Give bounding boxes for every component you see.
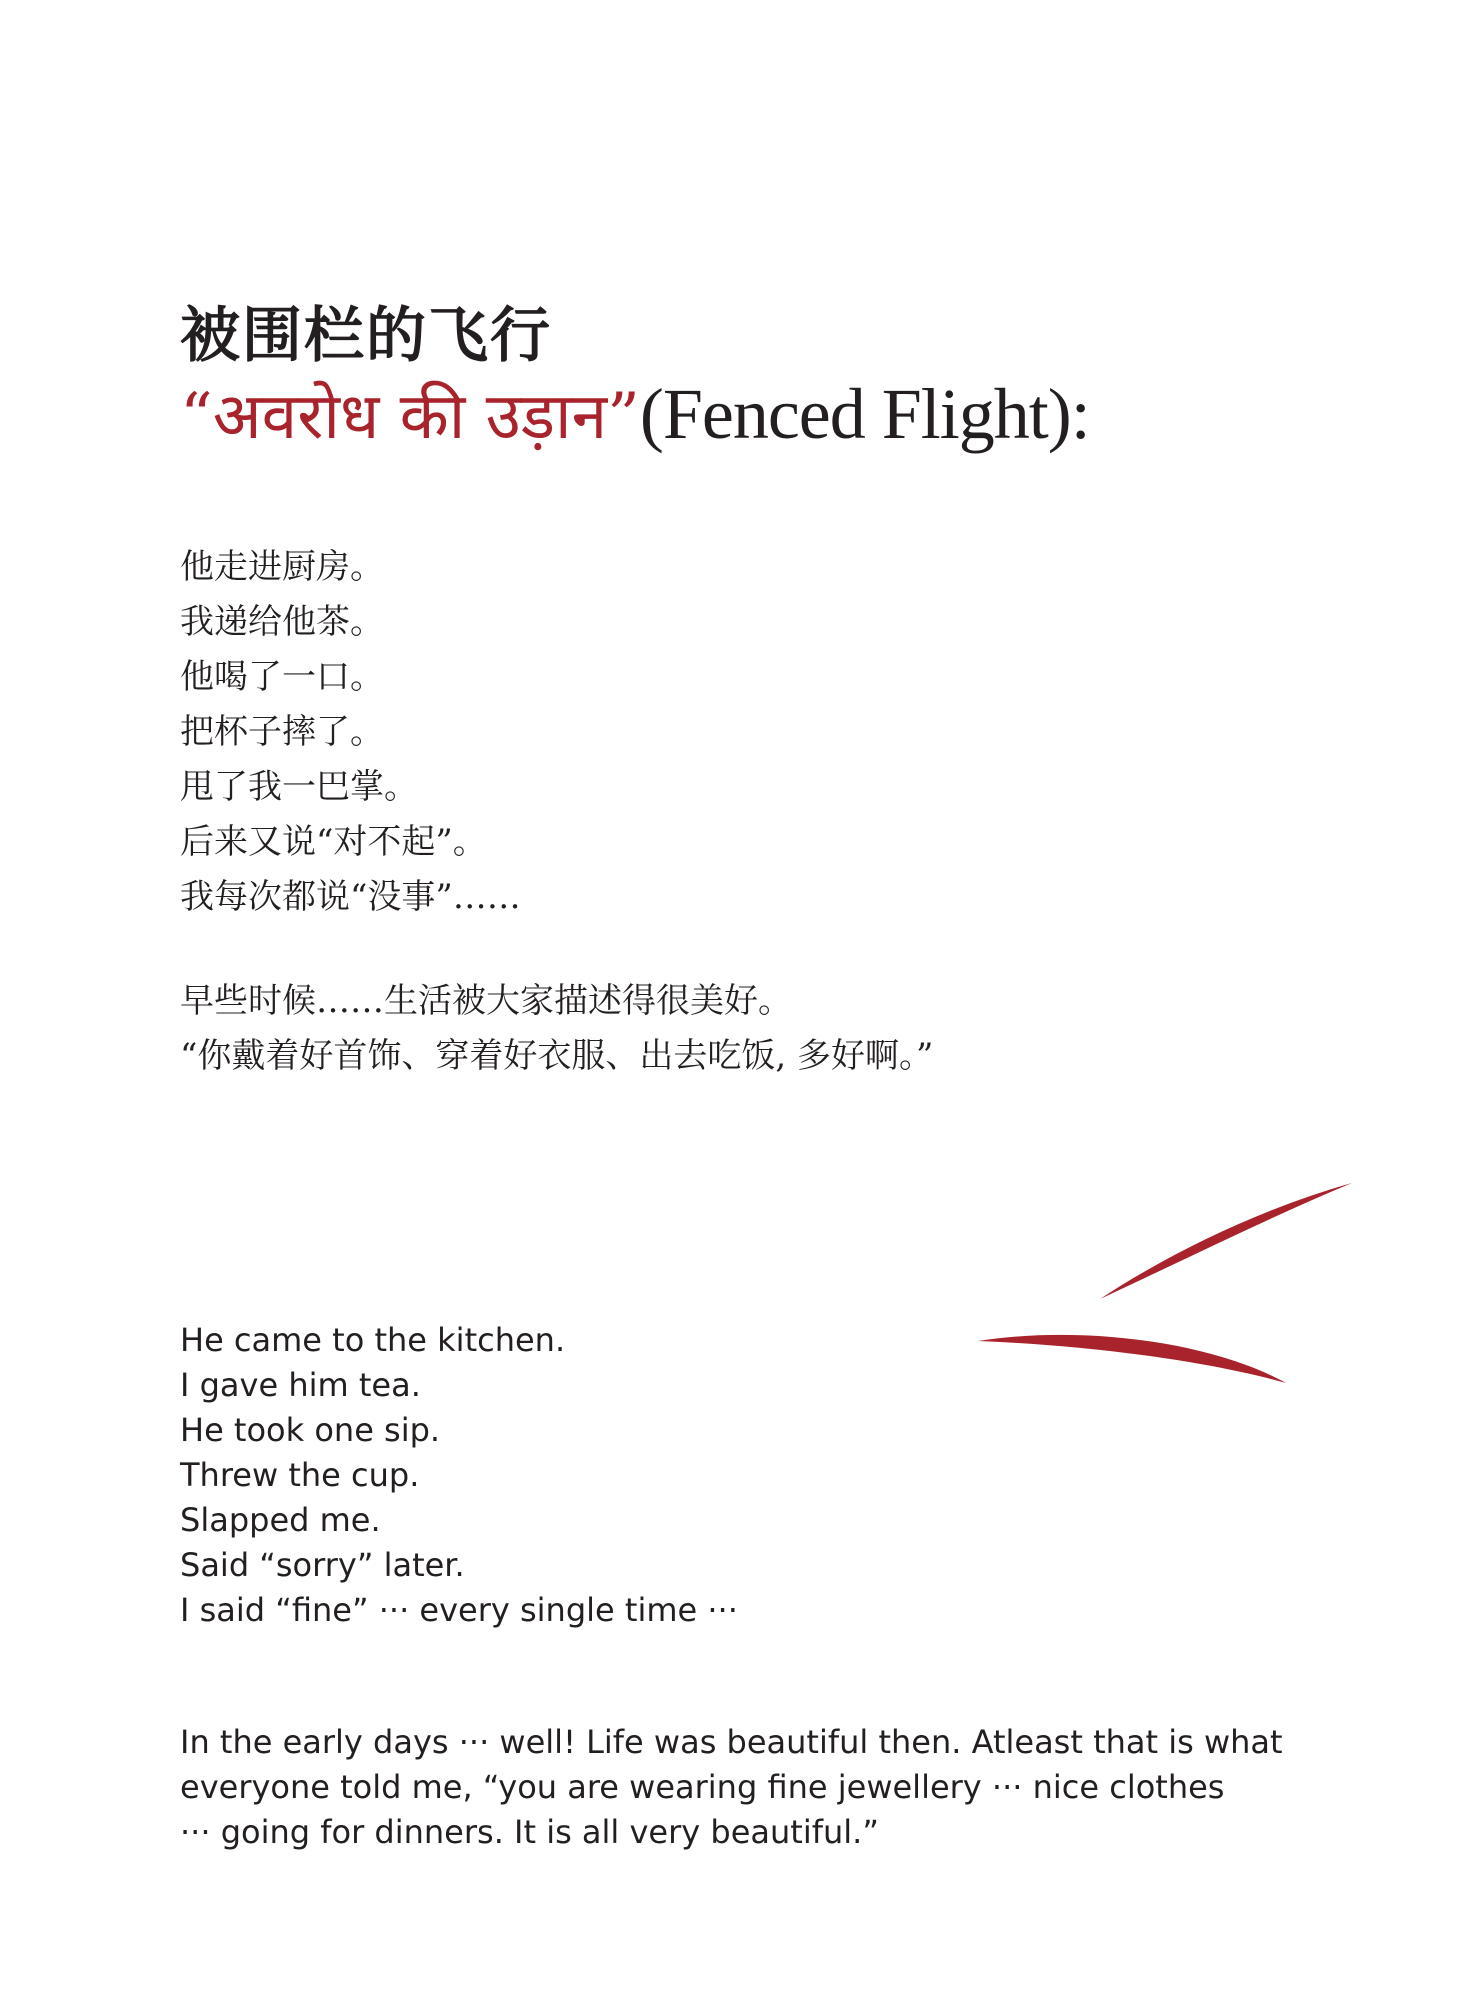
english-verse xyxy=(180,1318,738,1633)
chinese-verse-line: 把杯子摔了。 xyxy=(180,712,384,752)
english-paragraph-line: In the early days ··· well! Life was beautiful then. Atleast that is what xyxy=(180,1723,1283,1761)
english-paragraph xyxy=(180,1720,1310,1855)
title-english: (Fenced Flight): xyxy=(639,374,1090,454)
english-verse-line: He took one sip. xyxy=(180,1411,441,1449)
english-paragraph-line: everyone told me, “you are wearing fine jewellery ··· nice clothes xyxy=(180,1768,1225,1806)
english-verse-line: Threw the cup. xyxy=(180,1456,420,1494)
chinese-verse-line: 他喝了一口。 xyxy=(180,657,384,697)
english-paragraph-line: ··· going for dinners. It is all very beautiful.” xyxy=(180,1813,879,1851)
brush-stroke-upper xyxy=(1100,1183,1352,1299)
chinese-paragraph xyxy=(180,974,933,1084)
chinese-verse-line: 他走进厨房。 xyxy=(180,547,384,587)
chinese-paragraph-line: “你戴着好首饰、穿着好衣服、出去吃饭, 多好啊。” xyxy=(180,1036,934,1076)
chinese-verse-line: 后来又说“对不起”。 xyxy=(180,822,487,862)
english-verse-line: I gave him tea. xyxy=(180,1366,421,1404)
english-verse-line: Slapped me. xyxy=(180,1501,381,1539)
decorative-brush-strokes xyxy=(960,1175,1360,1395)
chinese-verse-line: 甩了我一巴掌。 xyxy=(180,767,418,807)
chinese-paragraph-line: 早些时候……生活被大家描述得很美好。 xyxy=(180,981,792,1021)
brush-stroke-lower xyxy=(978,1335,1286,1383)
chinese-verse xyxy=(180,540,521,925)
english-verse-line: He came to the kitchen. xyxy=(180,1321,566,1359)
title-chinese: 被围栏的飞行 xyxy=(180,301,552,371)
chinese-verse-line: 我递给他茶。 xyxy=(180,602,384,642)
title-hindi: “अवरोध की उड़ान” xyxy=(180,380,640,454)
title-line-2 xyxy=(180,374,1090,457)
english-verse-line: I said “fine” ··· every single time ··· xyxy=(180,1591,738,1629)
english-verse-line: Said “sorry” later. xyxy=(180,1546,465,1584)
chinese-verse-line: 我每次都说“没事”…… xyxy=(180,877,521,917)
